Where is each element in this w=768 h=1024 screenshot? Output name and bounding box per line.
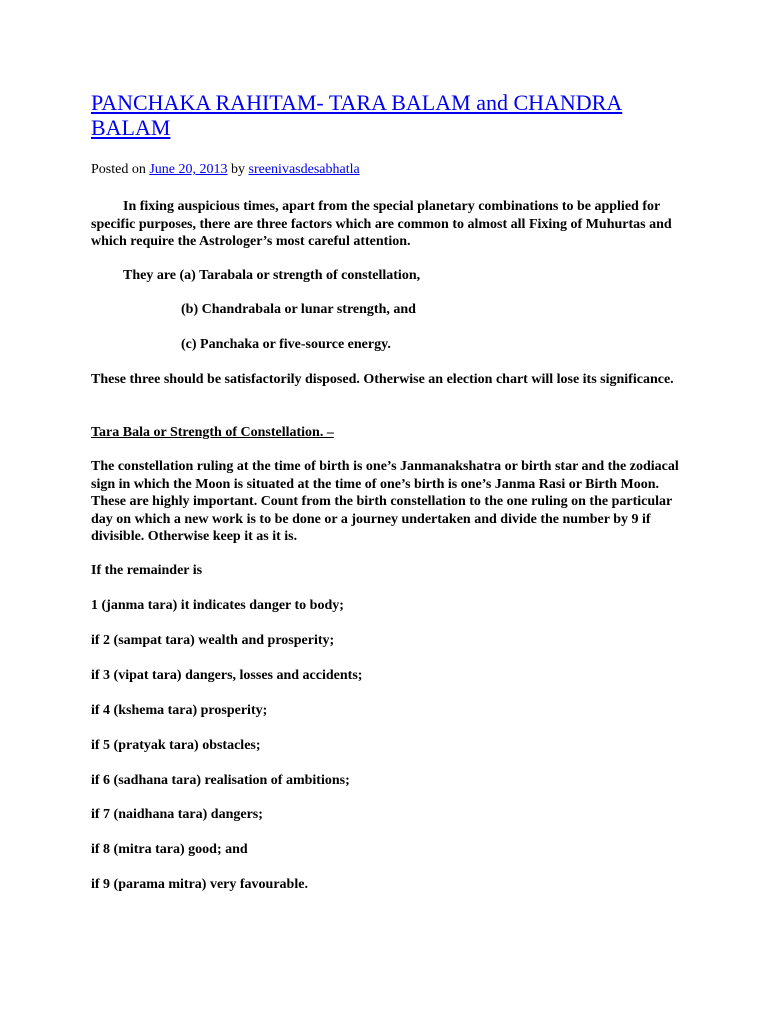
- remainder-item: if 7 (naidhana tara) dangers;: [91, 807, 263, 822]
- post-title: [91, 90, 651, 140]
- posted-on-label: Posted on: [91, 162, 146, 177]
- by-label: by: [231, 162, 246, 177]
- disposition-paragraph: These three should be satisfactorily disposed. Otherwise an election chart will lose its significance.: [91, 372, 674, 387]
- remainder-item: if 8 (mitra tara) good; and: [91, 842, 248, 857]
- factor-a: They are (a) Tarabala or strength of constellation,: [123, 268, 421, 283]
- remainder-item: if 2 (sampat tara) wealth and prosperity;: [91, 633, 335, 648]
- remainder-item: if 4 (kshema tara) prosperity;: [91, 703, 268, 718]
- remainder-item: if 5 (pratyak tara) obstacles;: [91, 738, 261, 753]
- remainder-intro: If the remainder is: [91, 563, 203, 578]
- post-date-link[interactable]: June 20, 2013: [149, 162, 228, 177]
- section-paragraph: The constellation ruling at the time of birth is one’s Janmanakshatra or birth star and the zodiacal sign in which the Moon is situated at the time of one’s birth is one’s Janma Rasi or Birth Moon. These are highly important. Count from the birth constellation to the one ruling on the particular day on which a new work is to be done or a journey undertaken and divide the number by 9 if divisible. Otherwise keep it as it is.: [91, 459, 679, 544]
- post-title-link[interactable]: PANCHAKA RAHITAM- TARA BALAM and CHANDRA BALAM: [91, 90, 623, 140]
- post-meta: [91, 161, 360, 178]
- factor-b: (b) Chandrabala or lunar strength, and: [181, 302, 416, 317]
- section-heading: Tara Bala or Strength of Constellation. –: [91, 425, 334, 440]
- author-link[interactable]: sreenivasdesabhatla: [248, 162, 360, 177]
- remainder-item: if 9 (parama mitra) very favourable.: [91, 877, 308, 892]
- factor-c: (c) Panchaka or five-source energy.: [181, 337, 391, 352]
- remainder-item: if 3 (vipat tara) dangers, losses and accidents;: [91, 668, 363, 683]
- intro-paragraph: In fixing auspicious times, apart from the special planetary combinations to be applied for specific purposes, there are three factors which are common to almost all Fixing of Muhurtas and which require the Astrologer’s most careful attention.: [91, 199, 672, 249]
- remainder-item: 1 (janma tara) it indicates danger to body;: [91, 598, 344, 613]
- remainder-item: if 6 (sadhana tara) realisation of ambitions;: [91, 773, 350, 788]
